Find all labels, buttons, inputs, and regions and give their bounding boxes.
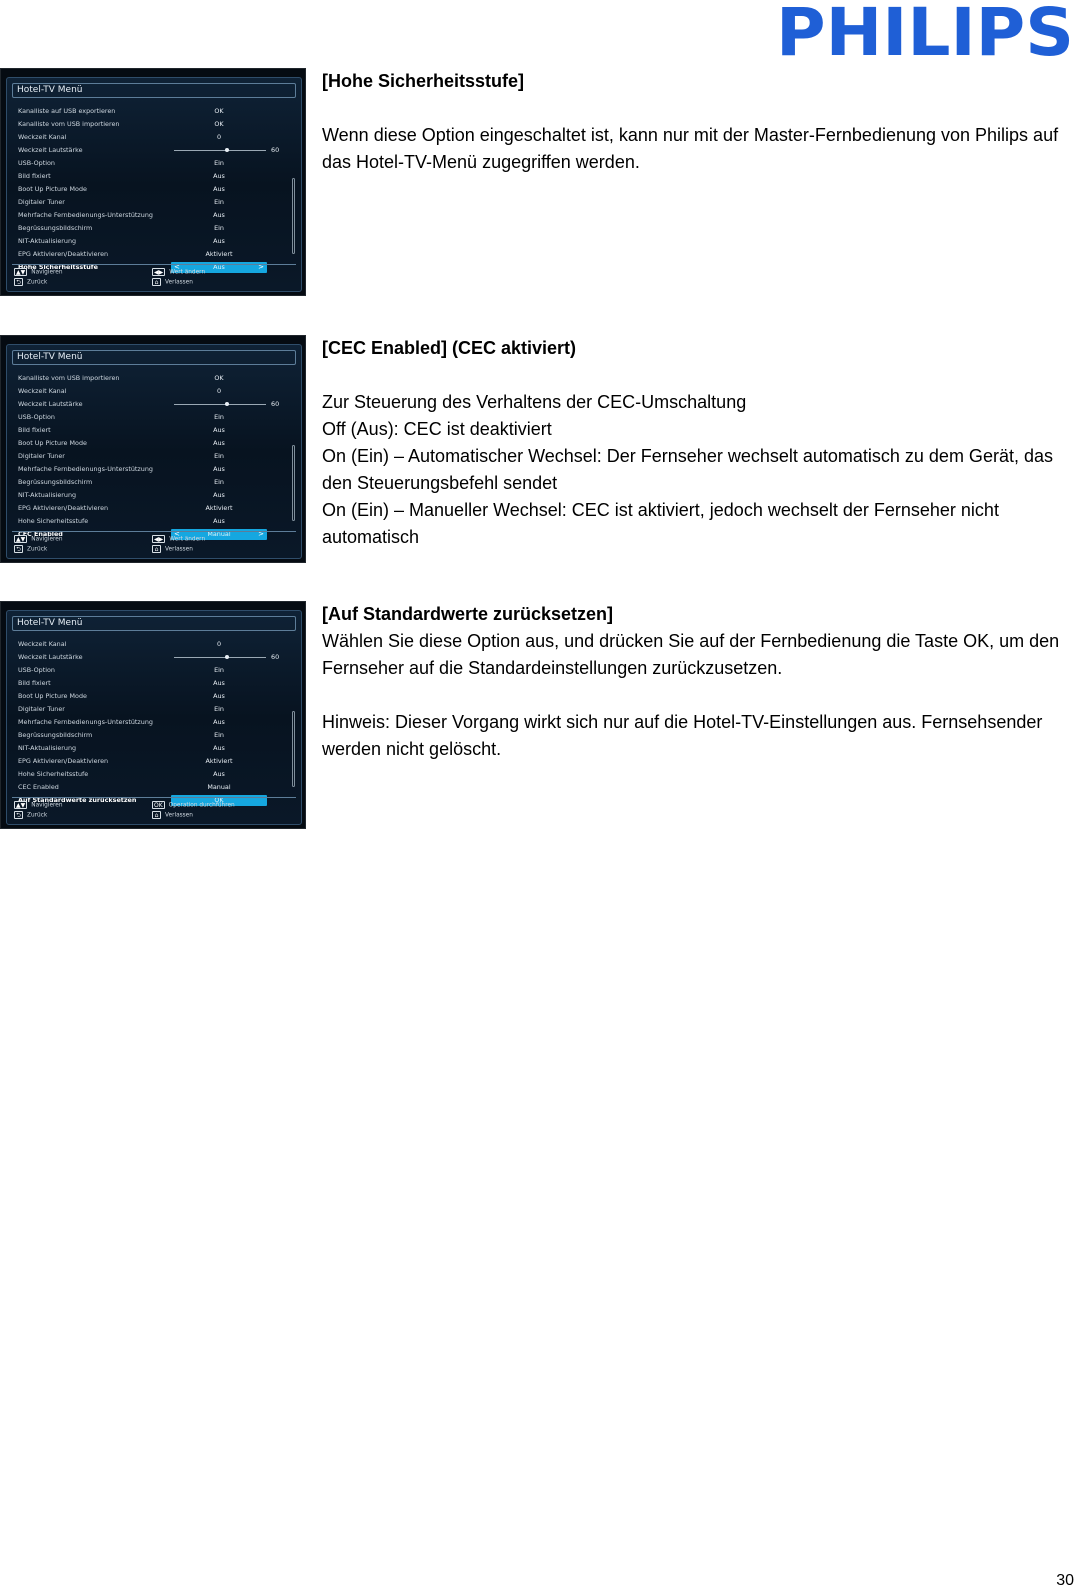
tv-menu-value-text: OK — [214, 374, 224, 382]
tv-menu-value-text: Aus — [213, 718, 225, 726]
tv-menu-value-text: Aktiviert — [205, 757, 233, 765]
slider-knob[interactable] — [225, 655, 229, 659]
tv-menu-footer — [12, 797, 296, 820]
tv-menu-row-label: Hohe Sicherheitsstufe — [18, 263, 98, 271]
footer-key-label: Navigieren — [31, 802, 63, 809]
tv-menu-row-label: Weckzeit Lautstärke — [18, 146, 83, 154]
tv-menu-footer — [12, 264, 296, 287]
tv-menu-row[interactable] — [16, 157, 299, 170]
tv-menu-panel — [6, 610, 302, 825]
tv-menu-row[interactable] — [16, 742, 299, 755]
tv-menu-row-value — [171, 502, 267, 515]
tv-menu-value-text: OK — [214, 120, 224, 128]
tv-menu-row-label: Boot Up Picture Mode — [18, 185, 87, 193]
tv-menu-value-text: Ein — [214, 478, 224, 486]
tv-menu-row[interactable] — [16, 638, 299, 651]
tv-menu-row[interactable] — [16, 144, 299, 157]
chevron-left-icon[interactable]: < — [174, 530, 180, 538]
tv-menu-row[interactable] — [16, 463, 299, 476]
footer-key-label: Navigieren — [31, 536, 63, 543]
tv-menu-value-text: Aus — [213, 426, 225, 434]
section-cec-enabled — [0, 335, 1078, 565]
tv-menu-row-label: Digitaler Tuner — [18, 198, 65, 206]
tv-menu-title: Hotel-TV Menü — [12, 83, 296, 98]
scrollbar[interactable] — [292, 178, 295, 254]
tv-menu-row-value — [171, 183, 267, 196]
tv-menu-row-value — [171, 450, 267, 463]
footer-key-hint — [152, 545, 193, 554]
footer-key-label: Zurück — [27, 812, 48, 819]
tv-menu-row-value — [171, 118, 267, 131]
footer-key-hint — [152, 535, 205, 544]
tv-menu-value-text: 0 — [216, 133, 222, 141]
tv-menu-row-label: Weckzeit Kanal — [18, 640, 67, 648]
footer-key-hint — [152, 801, 235, 810]
tv-menu-value-text: OK — [214, 796, 224, 804]
tv-menu-row-value — [171, 729, 267, 742]
slider-value: 60 — [271, 653, 280, 661]
tv-menu-row-value — [171, 196, 267, 209]
remote-key-icon: ⌂ — [152, 811, 161, 819]
tv-menu-row[interactable] — [16, 651, 299, 664]
remote-key-icon: ⮌ — [14, 278, 23, 286]
tv-menu-row[interactable] — [16, 677, 299, 690]
tv-menu-value-text: Aus — [213, 439, 225, 447]
section-standardwerte — [0, 601, 1078, 831]
tv-menu-row-label: NIT-Aktualisierung — [18, 237, 77, 245]
tv-menu-row-label: Hohe Sicherheitsstufe — [18, 770, 89, 778]
tv-menu-row-label: Begrüssungsbildschirm — [18, 224, 93, 232]
section-title: [CEC Enabled] (CEC aktiviert) — [322, 338, 577, 358]
tv-menu-row-value — [171, 372, 267, 385]
section-text — [322, 601, 1070, 763]
tv-menu-row[interactable] — [16, 235, 299, 248]
tv-menu-panel — [6, 344, 302, 559]
tv-menu-value-text: Ein — [214, 452, 224, 460]
section-paragraph: Wählen Sie diese Option aus, und drücken Sie auf der Fernbedienung die Taste OK, um den Fernseher auf die Standardeinstellungen zurückzusetzen. — [322, 631, 1060, 678]
footer-key-label: Zurück — [27, 279, 48, 286]
section-title: [Auf Standardwerte zurücksetzen] — [322, 604, 614, 624]
tv-menu-row-label: EPG Aktivieren/Deaktivieren — [18, 757, 109, 765]
slider-track[interactable] — [174, 657, 266, 658]
tv-menu-value-text: Aus — [213, 185, 225, 193]
tv-menu-row[interactable] — [16, 489, 299, 502]
tv-menu-row[interactable] — [16, 385, 299, 398]
tv-menu-value-text: Aus — [213, 237, 225, 245]
remote-key-icon: ⌂ — [152, 278, 161, 286]
remote-key-icon: ⌂ — [152, 545, 161, 553]
tv-menu-row-value — [171, 424, 267, 437]
tv-menu-row[interactable] — [16, 411, 299, 424]
tv-menu-panel — [6, 77, 302, 292]
tv-menu-row[interactable] — [16, 209, 299, 222]
tv-menu-row-value — [171, 515, 267, 528]
tv-menu-row[interactable] — [16, 450, 299, 463]
tv-menu-list — [16, 105, 299, 274]
tv-menu-row-value — [171, 209, 267, 222]
tv-menu-row-value — [171, 489, 267, 502]
tv-menu-title: Hotel-TV Menü — [12, 616, 296, 631]
tv-menu-row-label: Boot Up Picture Mode — [18, 692, 87, 700]
tv-menu-row-label: Boot Up Picture Mode — [18, 439, 87, 447]
tv-menu-screenshot — [0, 335, 306, 563]
tv-menu-value-text: Aus — [213, 679, 225, 687]
tv-menu-row-value — [171, 638, 267, 651]
tv-menu-row-label: EPG Aktivieren/Deaktivieren — [18, 250, 109, 258]
tv-menu-row-value — [171, 768, 267, 781]
philips-logo — [770, 0, 1078, 62]
tv-menu-value-text: Aus — [213, 491, 225, 499]
footer-key-label: Wert ändern — [169, 269, 206, 276]
footer-key-hint — [14, 535, 63, 544]
tv-menu-row-value — [171, 463, 267, 476]
chevron-right-icon[interactable]: > — [258, 263, 264, 271]
tv-menu-row-value — [171, 235, 267, 248]
remote-key-icon: ◀▶ — [154, 536, 164, 543]
footer-key-label: Navigieren — [31, 269, 63, 276]
tv-menu-row-value — [171, 157, 267, 170]
tv-menu-row-value — [171, 476, 267, 489]
tv-menu-row-label: CEC Enabled — [18, 530, 63, 538]
tv-menu-value-text: Aus — [213, 172, 225, 180]
tv-menu-row-label: Begrüssungsbildschirm — [18, 478, 93, 486]
tv-menu-row[interactable] — [16, 372, 299, 385]
tv-menu-value-text: Aus — [213, 770, 225, 778]
tv-menu-value-text: Ein — [214, 159, 224, 167]
tv-menu-row-label: Bild fixiert — [18, 679, 51, 687]
tv-menu-value-text: Aus — [213, 517, 225, 525]
tv-menu-row-label: Digitaler Tuner — [18, 705, 65, 713]
remote-key-icon: ▲▼ — [16, 536, 26, 543]
tv-menu-row[interactable] — [16, 248, 299, 261]
section-title: [Hohe Sicherheitsstufe] — [322, 71, 525, 91]
remote-key-icon: ▲▼ — [16, 269, 26, 276]
tv-menu-value-text: Ein — [214, 198, 224, 206]
tv-menu-list — [16, 638, 299, 807]
tv-menu-row[interactable] — [16, 768, 299, 781]
tv-menu-value-text: Manual — [207, 530, 231, 538]
footer-key-label: Zurück — [27, 546, 48, 553]
tv-menu-value-text: 0 — [216, 387, 222, 395]
tv-menu-value-text: Aktiviert — [205, 250, 233, 258]
tv-menu-row-label: Hohe Sicherheitsstufe — [18, 517, 89, 525]
tv-menu-row-value — [171, 677, 267, 690]
tv-menu-row-label: Weckzeit Kanal — [18, 387, 67, 395]
tv-menu-row-label: Mehrfache Fernbedienungs-Unterstützung — [18, 718, 153, 726]
tv-menu-row-label: EPG Aktivieren/Deaktivieren — [18, 504, 109, 512]
section-paragraph: On (Ein) – Manueller Wechsel: CEC ist aktiviert, jedoch wechselt der Fernseher nicht automatisch — [322, 500, 999, 547]
tv-menu-value-text: Ein — [214, 413, 224, 421]
footer-key-label: Wert ändern — [169, 536, 206, 543]
tv-menu-row-value — [171, 755, 267, 768]
tv-menu-value-text: Ein — [214, 731, 224, 739]
tv-menu-row[interactable] — [16, 664, 299, 677]
tv-menu-row[interactable] — [16, 515, 299, 528]
tv-menu-value-text: Ein — [214, 224, 224, 232]
tv-menu-row-label: NIT-Aktualisierung — [18, 491, 77, 499]
tv-menu-row[interactable] — [16, 398, 299, 411]
section-hohe-sicherheitsstufe — [0, 68, 1078, 298]
tv-menu-row[interactable] — [16, 729, 299, 742]
footer-key-label: Verlassen — [165, 546, 193, 553]
section-text — [322, 68, 1070, 176]
footer-key-hint — [152, 268, 205, 277]
footer-key-hint — [14, 801, 63, 810]
tv-menu-row-value — [171, 385, 267, 398]
section-text — [322, 335, 1070, 551]
tv-menu-list — [16, 372, 299, 541]
tv-menu-screenshot — [0, 601, 306, 829]
tv-menu-row-label: Weckzeit Kanal — [18, 133, 67, 141]
tv-menu-row-value — [171, 781, 267, 794]
footer-key-label: Verlassen — [165, 812, 193, 819]
tv-menu-row-label: Mehrfache Fernbedienungs-Unterstützung — [18, 211, 153, 219]
tv-menu-value-text: Aus — [213, 744, 225, 752]
tv-menu-value-text: Aus — [213, 211, 225, 219]
tv-menu-screenshot — [0, 68, 306, 296]
slider-value: 60 — [271, 146, 280, 154]
tv-menu-row-value — [171, 716, 267, 729]
tv-menu-row-label: CEC Enabled — [18, 783, 59, 791]
tv-menu-row[interactable] — [16, 424, 299, 437]
footer-key-label: Operation durchführen — [168, 802, 235, 809]
remote-key-icon: OK — [154, 802, 163, 809]
tv-menu-row[interactable] — [16, 196, 299, 209]
section-paragraph: Off (Aus): CEC ist deaktiviert — [322, 419, 552, 439]
tv-menu-row[interactable] — [16, 690, 299, 703]
tv-menu-row[interactable] — [16, 476, 299, 489]
tv-menu-row-label: Auf Standardwerte zurücksetzen — [18, 796, 137, 804]
slider-track[interactable] — [174, 150, 266, 151]
tv-menu-row[interactable] — [16, 170, 299, 183]
tv-menu-row[interactable] — [16, 755, 299, 768]
tv-menu-row-value — [171, 105, 267, 118]
footer-key-label: Verlassen — [165, 279, 193, 286]
tv-menu-row-label: Begrüssungsbildschirm — [18, 731, 93, 739]
remote-key-icon: ⮌ — [14, 545, 23, 553]
slider-knob[interactable] — [225, 148, 229, 152]
tv-menu-row-value — [171, 742, 267, 755]
section-paragraph: On (Ein) – Automatischer Wechsel: Der Fernseher wechselt automatisch zu dem Gerät, das den Steuerungsbefehl sendet — [322, 446, 1053, 493]
section-paragraph: Zur Steuerung des Verhaltens der CEC-Umschaltung — [322, 392, 747, 412]
tv-menu-row-label: USB-Option — [18, 159, 55, 167]
tv-menu-row-label: USB-Option — [18, 413, 55, 421]
tv-menu-row[interactable] — [16, 437, 299, 450]
tv-menu-row-label: Mehrfache Fernbedienungs-Unterstützung — [18, 465, 153, 473]
tv-menu-row-value — [171, 703, 267, 716]
tv-menu-value-text: Ein — [214, 705, 224, 713]
tv-menu-row-value — [171, 131, 267, 144]
tv-menu-value-text: Aktiviert — [205, 504, 233, 512]
tv-menu-row[interactable] — [16, 502, 299, 515]
scrollbar[interactable] — [292, 711, 295, 787]
tv-menu-row-value — [171, 222, 267, 235]
chevron-right-icon[interactable]: > — [258, 530, 264, 538]
scrollbar[interactable] — [292, 445, 295, 521]
tv-menu-row-value — [171, 690, 267, 703]
chevron-left-icon[interactable]: < — [174, 263, 180, 271]
footer-key-hint — [14, 811, 47, 820]
tv-menu-row-value — [171, 170, 267, 183]
tv-menu-row-label: Bild fixiert — [18, 426, 51, 434]
remote-key-icon: ▲▼ — [16, 802, 26, 809]
tv-menu-value-text: Aus — [213, 692, 225, 700]
tv-menu-row[interactable] — [16, 222, 299, 235]
tv-menu-row[interactable] — [16, 183, 299, 196]
remote-key-icon: ◀▶ — [154, 269, 164, 276]
tv-menu-value-text: Aus — [213, 263, 225, 271]
tv-menu-value-text: 0 — [216, 640, 222, 648]
tv-menu-row-label: USB-Option — [18, 666, 55, 674]
slider-track[interactable] — [174, 404, 266, 405]
page-number: 30 — [1056, 1572, 1074, 1589]
footer-key-hint — [152, 278, 193, 287]
section-paragraph: Hinweis: Dieser Vorgang wirkt sich nur auf die Hotel-TV-Einstellungen aus. Fernsehsender werden nicht gelöscht. — [322, 712, 1043, 759]
slider-value: 60 — [271, 400, 280, 408]
tv-menu-row-value — [171, 411, 267, 424]
footer-key-hint — [14, 278, 47, 287]
section-paragraph: Wenn diese Option eingeschaltet ist, kann nur mit der Master-Fernbedienung von Philips auf das Hotel-TV-Menü zugegriffen werden. — [322, 125, 1059, 172]
tv-menu-row-value — [171, 248, 267, 261]
remote-key-icon: ⮌ — [14, 811, 23, 819]
tv-menu-row[interactable] — [16, 105, 299, 118]
tv-menu-row-label: Digitaler Tuner — [18, 452, 65, 460]
tv-menu-row[interactable] — [16, 781, 299, 794]
tv-menu-row-value — [171, 437, 267, 450]
footer-key-hint — [14, 268, 63, 277]
philips-logo-text: PHILIPS — [776, 0, 1074, 62]
footer-key-hint — [152, 811, 193, 820]
tv-menu-row-label: Bild fixiert — [18, 172, 51, 180]
tv-menu-row-label: Weckzeit Lautstärke — [18, 653, 83, 661]
tv-menu-row[interactable] — [16, 703, 299, 716]
tv-menu-row-label: Kanalliste vom USB importieren — [18, 120, 120, 128]
slider-knob[interactable] — [225, 402, 229, 406]
tv-menu-row-label: NIT-Aktualisierung — [18, 744, 77, 752]
tv-menu-row[interactable] — [16, 118, 299, 131]
tv-menu-row-label: Kanalliste auf USB exportieren — [18, 107, 116, 115]
tv-menu-row-label: Weckzeit Lautstärke — [18, 400, 83, 408]
tv-menu-row-value — [171, 664, 267, 677]
tv-menu-value-text: Manual — [207, 783, 231, 791]
tv-menu-value-text: Ein — [214, 666, 224, 674]
tv-menu-row-label: Kanalliste vom USB importieren — [18, 374, 120, 382]
tv-menu-row[interactable] — [16, 131, 299, 144]
tv-menu-title: Hotel-TV Menü — [12, 350, 296, 365]
tv-menu-footer — [12, 531, 296, 554]
tv-menu-row[interactable] — [16, 716, 299, 729]
footer-key-hint — [14, 545, 47, 554]
tv-menu-value-text: Aus — [213, 465, 225, 473]
tv-menu-value-text: OK — [214, 107, 224, 115]
